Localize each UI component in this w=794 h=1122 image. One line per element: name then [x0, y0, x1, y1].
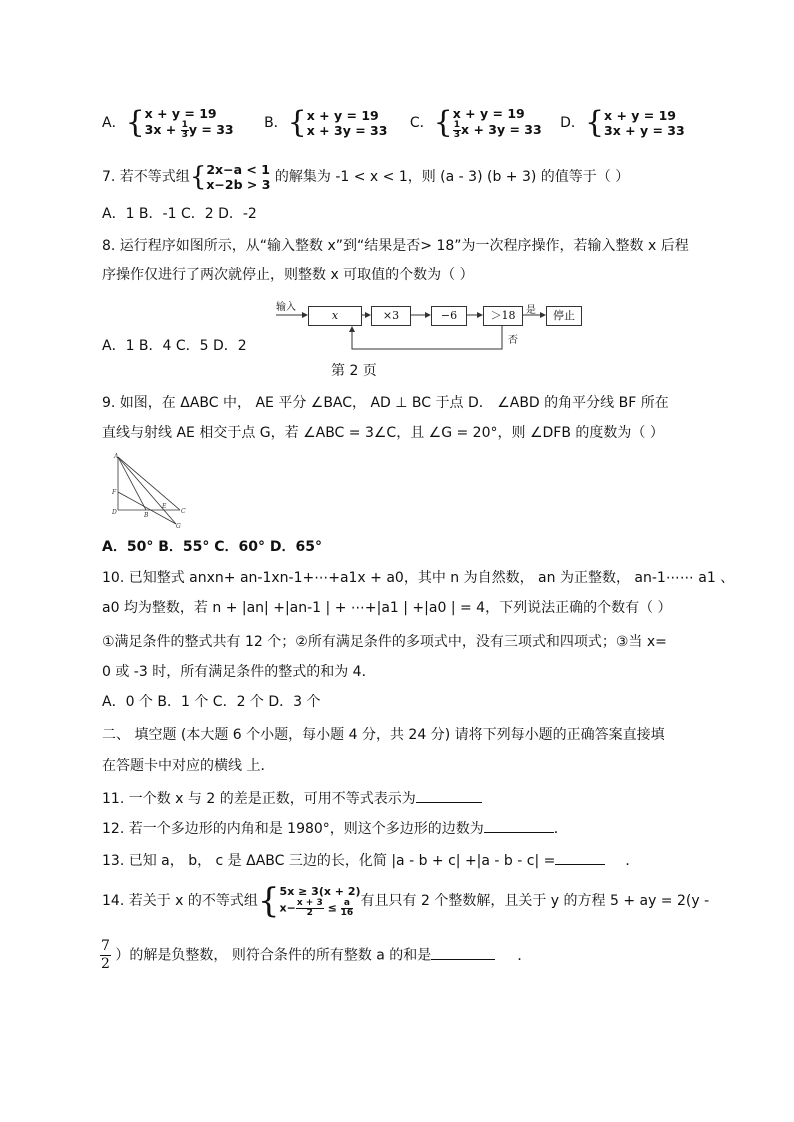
q7-text-post: 的解集为 -1 < x < 1，则 (a - 3) (b + 3) 的值等于（ ）: [270, 169, 630, 185]
q12-answer-blank[interactable]: [484, 818, 554, 833]
equation-system: [453, 106, 542, 140]
point-label-C: C: [181, 508, 186, 515]
q6-option-a: [102, 106, 234, 140]
point-label-E: E: [162, 503, 167, 510]
q13: [102, 850, 639, 871]
q14-text-line2: ）的解是负整数， 则符合条件的所有整数 a 的和是: [115, 947, 432, 964]
equation-row: [145, 121, 234, 140]
left-brace-icon: {: [433, 105, 453, 140]
q8-stem-line2: 序操作仅进行了两次就停止，则整数 x 可取值的个数为（ ）: [102, 267, 474, 283]
q13-end: ．: [625, 853, 640, 869]
left-brace-icon: {: [189, 162, 207, 192]
point-label-A: A: [114, 453, 119, 460]
fraction-numerator: a: [341, 899, 354, 909]
q7-stem: [102, 162, 629, 192]
q8-options: A．1 B．4 C．5 D．2: [102, 338, 247, 354]
inequality-row: x−2b > 3: [206, 177, 271, 192]
fraction: [181, 121, 189, 140]
flow-yes-label: 是: [526, 305, 536, 316]
fraction-numerator: 1: [453, 120, 461, 130]
fraction-numerator: 7: [101, 938, 110, 954]
flow-box-subtract: −6: [431, 306, 467, 326]
page-number: 第 2 页: [331, 363, 377, 379]
q10-stem-line1: 10. 已知整式 anxn+ an-1xn-1+⋯+a1x + a0，其中 n 为自然数， an 为正整数， an-1⋯⋯ a1 、: [102, 570, 735, 586]
left-brace-icon: {: [584, 105, 605, 140]
q14-text-pre: 14. 若关于 x 的不等式组: [102, 893, 258, 909]
equation-system: [307, 108, 388, 138]
q14-end: ．: [517, 947, 532, 964]
equation-row: x + y = 19: [144, 106, 217, 121]
q9-stem-line2: 直线与射线 AE 相交于点 G，若 ∠ABC = 3∠C，且 ∠G = 20°，则 ∠DFB 的度数为（ ）: [102, 425, 664, 441]
q6-options: [102, 106, 685, 146]
q10-statements-line2: 0 或 -3 时，所有满足条件的整式的和为 4．: [102, 664, 376, 680]
q7-options: A．1 B．-1 C．2 D．-2: [102, 206, 257, 222]
flow-box-x: x: [308, 306, 362, 326]
fraction-denominator: 2: [306, 908, 313, 918]
point-label-D: D: [112, 509, 117, 516]
q13-text: 13. 已知 a， b， c 是 ΔABC 三边的长，化简 |a - b + c| +|a - b - c| =: [102, 853, 556, 869]
ineq-part: ≤: [323, 901, 341, 915]
point-label-B: B: [144, 512, 149, 519]
q14-stem-line2: [100, 938, 531, 978]
flow-input-label: 输入: [276, 302, 296, 313]
q14-stem-line1: [102, 881, 710, 924]
q7-text-pre: 7. 若不等式组: [102, 169, 190, 185]
q10-stem-line2: a0 均为整数，若 n + |an| +|an-1 | + ⋯+|a1 | +|a0 | = 4，下列说法正确的个数有（ ）: [102, 600, 672, 616]
fraction: [341, 899, 354, 918]
left-brace-icon: {: [257, 881, 280, 921]
equation-row: x + y = 19: [604, 108, 676, 123]
q10-options: A．0 个 B．1 个 C．2 个 D．3 个: [102, 694, 321, 710]
fraction-denominator: 3: [181, 130, 188, 140]
left-brace-icon: {: [287, 105, 307, 140]
inequality-system: [280, 884, 361, 918]
q6-option-c: [410, 106, 542, 140]
equation-row: x + y = 19: [452, 106, 525, 121]
q12: [102, 818, 568, 839]
equation-row: x + 3y = 33: [306, 123, 388, 138]
flow-no-label: 否: [508, 335, 518, 346]
q11: [102, 788, 482, 809]
point-label-F: F: [112, 489, 117, 496]
fraction-denominator: 2: [101, 956, 110, 972]
fraction-denominator: 3: [453, 130, 461, 140]
point-label-G: G: [176, 523, 181, 530]
fraction: [453, 121, 461, 140]
equation-system: [145, 106, 234, 140]
q10-statements-line1: ①满足条件的整式共有 12 个；②所有满足条件的多项式中，没有三项式和四项式；③当 x=: [102, 634, 667, 650]
inequality-row: 2x−a < 1: [206, 162, 270, 177]
q12-end: ．: [553, 821, 568, 837]
left-brace-icon: {: [125, 105, 145, 140]
q9-triangle-figure: [108, 450, 198, 530]
eq-part: x + 3y = 33: [461, 122, 542, 137]
option-label: B．: [264, 115, 288, 131]
q12-text: 12. 若一个多边形的内角和是 1980°，则这个多边形的边数为: [102, 821, 484, 837]
ineq-part: x−: [279, 901, 296, 915]
q11-text: 11. 一个数 x 与 2 的差是正数，可用不等式表示为: [102, 791, 416, 807]
q13-answer-blank[interactable]: [555, 850, 605, 865]
flow-box-stop: 停止: [546, 306, 582, 326]
fraction-seven-halves: [100, 938, 111, 973]
section2-heading-line2: 在答题卡中对应的横线 上．: [102, 758, 275, 774]
inequality-row: [280, 899, 361, 918]
q14-answer-blank[interactable]: [431, 945, 495, 960]
q6-option-b: [264, 105, 388, 140]
option-label: D．: [560, 115, 585, 131]
equation-system: [604, 108, 685, 138]
q14-text-post: 有且只有 2 个整数解，且关于 y 的方程 5 + ay = 2(y -: [360, 893, 710, 909]
q11-answer-blank[interactable]: [416, 788, 482, 803]
option-label: C．: [409, 115, 434, 131]
eq-part: 3x +: [144, 122, 181, 137]
section2-heading-line1: 二、 填空题 (本大题 6 个小题，每小题 4 分，共 24 分) 请将下列每小题的正确答案直接填: [102, 727, 665, 743]
inequality-row: 5x ≥ 3(x + 2): [279, 885, 361, 898]
q9-stem-line1: 9. 如图，在 ΔABC 中， AE 平分 ∠BAC， AD ⊥ BC 于点 D． ∠ABD 的角平分线 BF 所在: [102, 395, 669, 411]
equation-row: x + y = 19: [306, 108, 379, 123]
q6-option-d: [560, 105, 685, 140]
q8-stem-line1: 8. 运行程序如图所示，从“输入整数 x”到“结果是否> 18”为一次程序操作，若输入整数 x 后程: [102, 238, 689, 254]
fraction-numerator: 1: [181, 120, 188, 130]
fraction-numerator: x + 3: [296, 898, 323, 908]
inequality-system: [206, 162, 270, 192]
flow-box-compare: ＞18: [483, 306, 523, 326]
equation-row: [453, 121, 542, 140]
eq-part: y = 33: [188, 122, 234, 137]
fraction-denominator: 16: [340, 908, 354, 918]
equation-row: 3x + y = 33: [604, 123, 685, 138]
q9-options: A．50° B．55° C．60° D．65°: [102, 539, 322, 555]
fraction: [296, 899, 324, 918]
flow-box-multiply: ×3: [371, 306, 411, 326]
option-label: A．: [102, 115, 126, 131]
q8-flowchart: [270, 294, 590, 352]
triangle-diagram: [108, 450, 198, 530]
